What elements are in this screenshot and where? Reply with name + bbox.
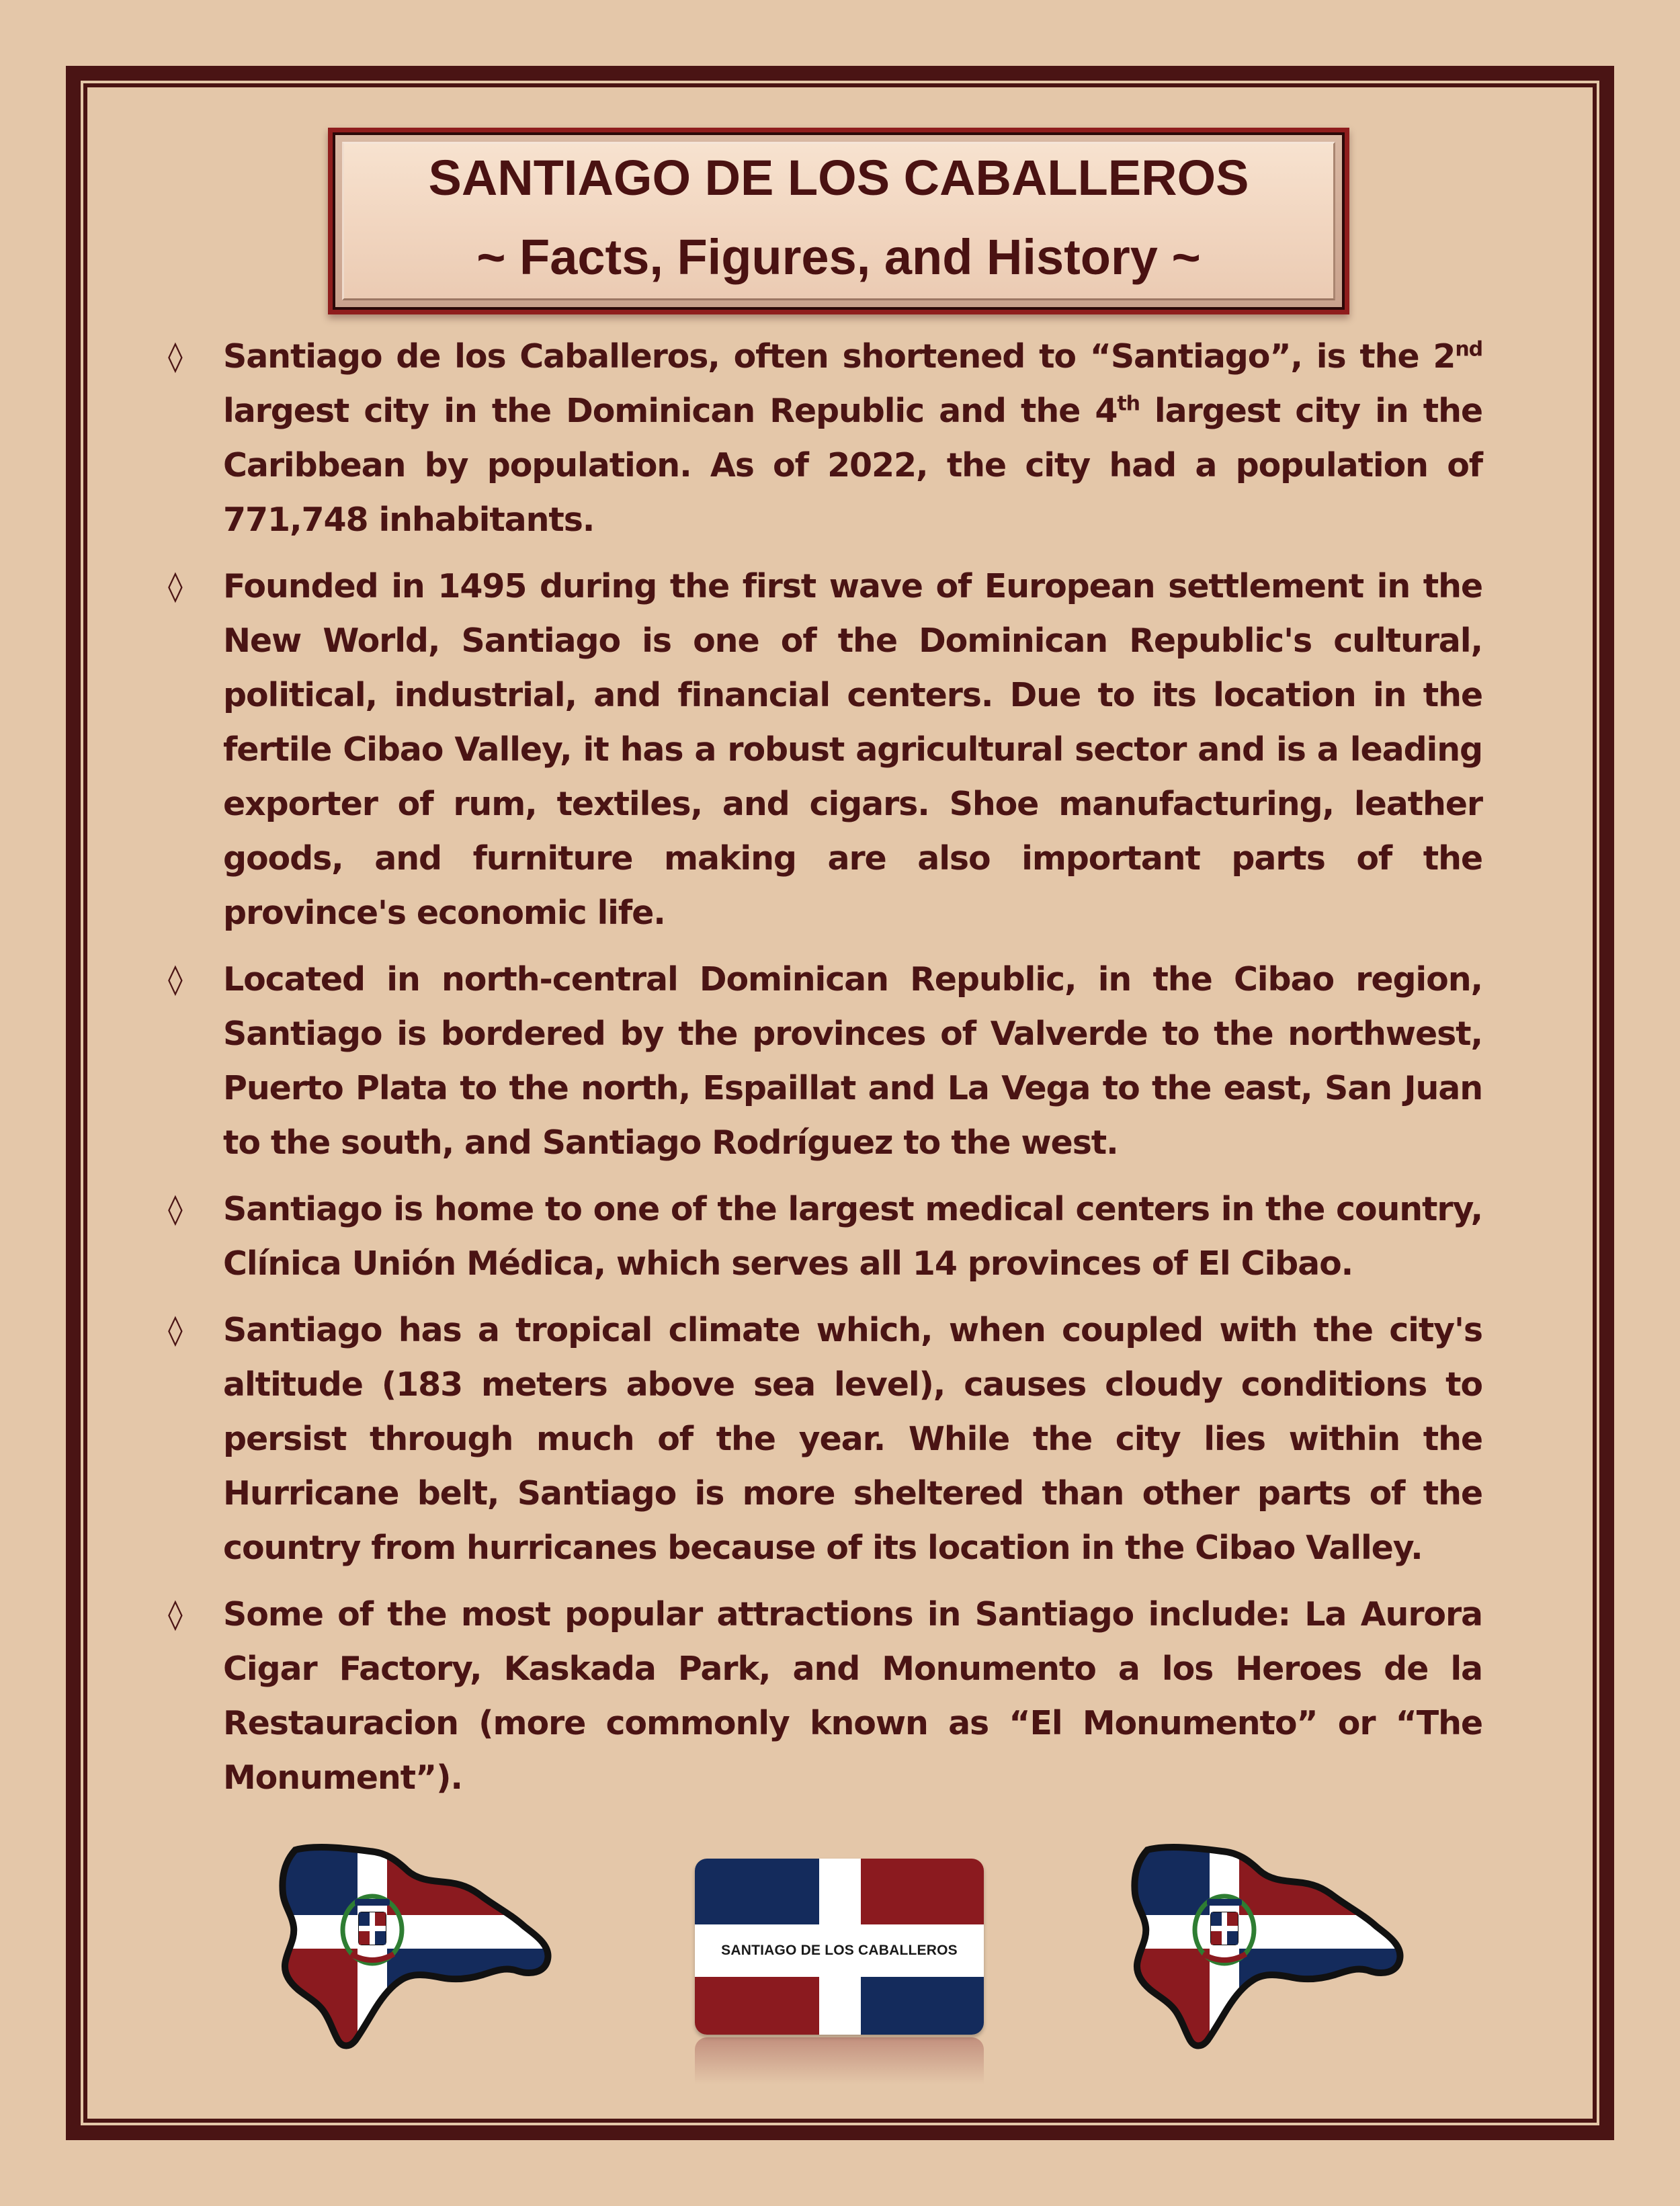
santiago-flag-card — [695, 1859, 984, 2035]
fact-item — [168, 1303, 1482, 1575]
diamond-bullet-icon: ◊ — [168, 569, 183, 603]
fact-text: Founded in 1495 during the first wave of European settlement in the New World, Santiago is one of the Dominican Republic's cultural, political, industrial, and financial centers. Due to its location in the fertile Cibao Valley, it has a robust agricultural sector and is a leading exporter of rum, textiles, and cigars. Shoe manufacturing, leather goods, and furniture making are also important parts of the province's economic life. — [223, 567, 1482, 932]
fact-text: Some of the most popular attractions in Santiago include: La Aurora Cigar Factory, Kaskada Park, and Monumento a los Heroes de la Restauracion (more commonly known as “El Monumento” or “The Monument”). — [223, 1595, 1482, 1797]
fact-text: Located in north-central Dominican Republic, in the Cibao region, Santiago is bordered by the provinces of Valverde to the northwest, Puerto Plata to the north, Espaillat and La Vega to the east, San Juan to the south, and Santiago Rodríguez to the west. — [223, 960, 1482, 1162]
page-title: SANTIAGO DE LOS CABALLEROS — [428, 150, 1249, 206]
title-plaque — [328, 128, 1349, 314]
fact-item — [168, 329, 1482, 547]
fact-item — [168, 1587, 1482, 1805]
emblem-row — [0, 1841, 1680, 2110]
fact-item — [168, 1182, 1482, 1291]
fact-text: Santiago has a tropical climate which, when coupled with the city's altitude (183 meters above sea level), causes cloudy conditions to persist through much of the year. While the city lies within the Hurricane belt, Santiago is more sheltered than other parts of the country from hurricanes because of its location in the Cibao Valley. — [223, 1311, 1482, 1567]
diamond-bullet-icon: ◊ — [168, 1597, 183, 1631]
facts-list — [168, 329, 1482, 1817]
fact-item — [168, 559, 1482, 940]
ordinal-suffix: th — [1117, 392, 1140, 416]
diamond-bullet-icon: ◊ — [168, 962, 183, 996]
dominican-map-flag-icon-right — [1121, 1841, 1410, 2056]
title-plaque-face — [342, 142, 1335, 300]
fact-item — [168, 952, 1482, 1170]
fact-text: Santiago is home to one of the largest medical centers in the country, Clínica Unión Médica, which serves all 14 provinces of El Cibao. — [223, 1190, 1482, 1283]
diamond-bullet-icon: ◊ — [168, 339, 183, 374]
dominican-map-flag-icon-left — [269, 1841, 558, 2056]
flag-card-reflection — [695, 2037, 984, 2084]
diamond-bullet-icon: ◊ — [168, 1192, 183, 1226]
diamond-bullet-icon: ◊ — [168, 1313, 183, 1347]
ordinal-suffix: nd — [1455, 337, 1482, 362]
title-plaque-border — [333, 132, 1345, 310]
flag-card-label: SANTIAGO DE LOS CABALLEROS — [721, 1943, 958, 1958]
page-subtitle: ~ Facts, Figures, and History ~ — [476, 229, 1201, 285]
fact-text: Santiago de los Caballeros, often shortened to “Santiago”, is the 2nd largest city in the Dominican Republic and the 4th largest city in the Caribbean by population. As of 2022, the city had a population of 771,748 inhabitants. — [223, 337, 1482, 539]
